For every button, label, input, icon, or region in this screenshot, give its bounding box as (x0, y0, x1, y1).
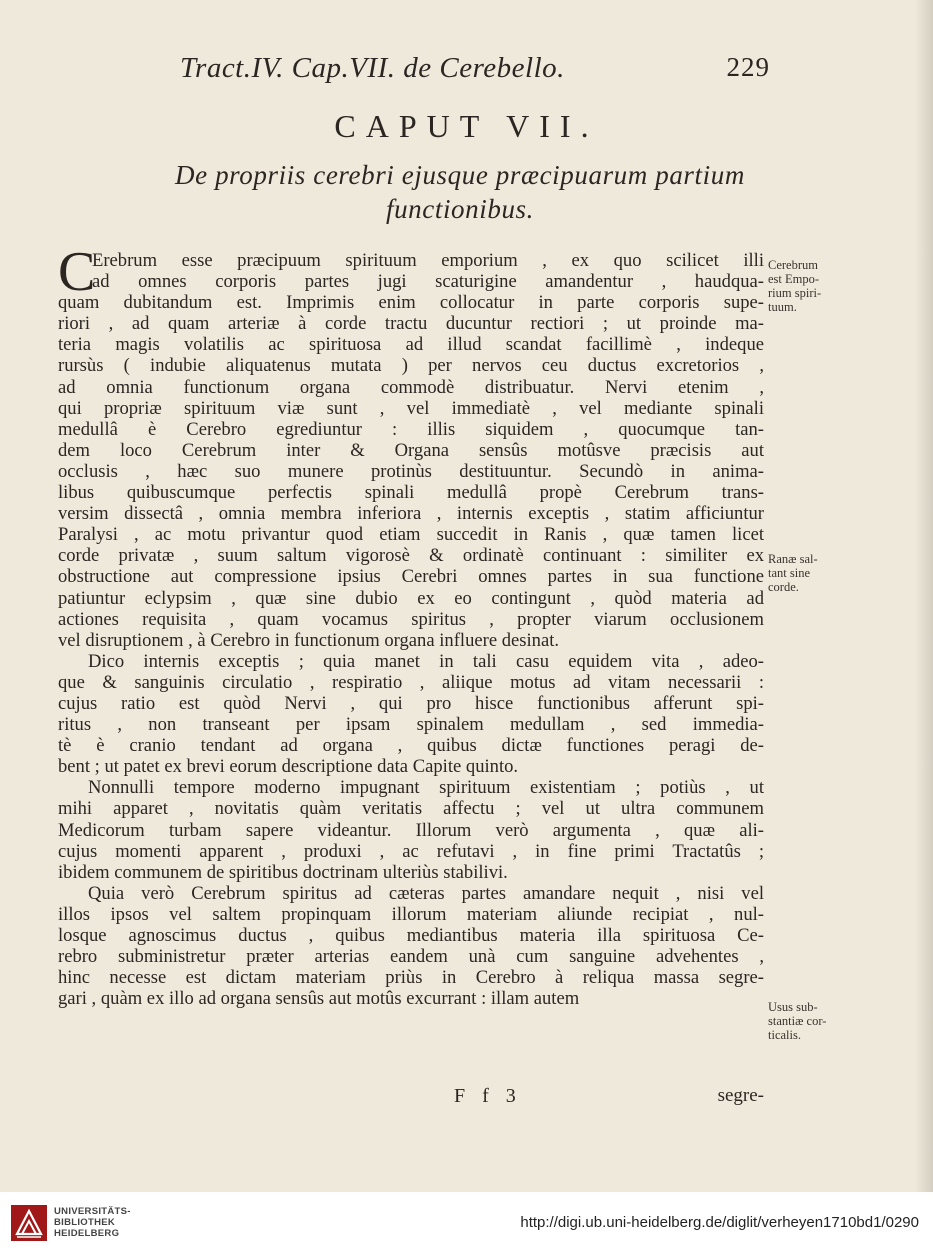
text-line: ad omnes corporis partes jugi scaturigine amandentur , haudqua- (92, 271, 764, 293)
library-name: UNIVERSITÄTS- BIBLIOTHEK HEIDELBERG (54, 1206, 131, 1239)
text-line: qui propriæ spirituum viæ sunt , vel immediatè , vel mediante spinali (58, 397, 764, 419)
text-line: versim dissectâ , omnia membra inferiora , internis exceptis , statim afficiuntur (58, 503, 764, 525)
permalink-url[interactable]: http://digi.ub.uni-heidelberg.de/diglit/verheyen1710bd1/0290 (520, 1214, 919, 1231)
text-line: libus quibuscumque perfectis spinali medullâ propè Cerebrum trans- (58, 482, 764, 504)
text-line: Paralysi , ac motu privantur quod etiam succedit in Ranis , quæ tamen licet (58, 524, 764, 546)
text-line: ritus , non transeant per ipsam spinalem medullam , sed immedia- (58, 714, 764, 736)
text-line: rursùs ( indubie aliquatenus mutata ) per nervos ceu ductus excretorios , (58, 355, 764, 377)
signature-mark: F f 3 (454, 1085, 522, 1107)
marginal-note-ranae: Ranæ sal- tant sine corde. (768, 552, 818, 594)
text-line: rebro subministretur præter arterias eandem unà cum sanguine advehentes , (58, 946, 764, 968)
text-line: teria magis volatilis ac spirituosa ad illud scandat facillimè , indeque (58, 334, 764, 356)
running-title: Tract.IV. Cap.VII. de Cerebello. (180, 52, 565, 84)
text-line: que & sanguinis circulatio , respiratio , aliique motus ad vitam necessarii : (58, 671, 764, 693)
text-line: patiuntur eclypsim , quæ sine dubio ex eo contingunt , quòd materia ad (58, 587, 764, 609)
text-line: cujus ratio est quòd Nervi , qui pro hisce functionibus afferunt spi- (58, 692, 764, 714)
text-line: gari , quàm ex illo ad organa sensûs aut motûs excurrant : illam autem (58, 988, 580, 1010)
page-footer (58, 1085, 764, 1109)
text-line: Medicorum turbam sapere videantur. Illorum verò argumenta , quæ ali- (58, 819, 764, 841)
text-line: Nonnulli tempore moderno impugnant spirituum existentiam ; potiùs , ut (88, 777, 764, 799)
chapter-title: CAPUT VII. (334, 108, 599, 144)
page-header (180, 52, 770, 92)
chapter-subtitle (100, 158, 820, 226)
library-bar (0, 1192, 933, 1259)
text-line: occlusis , hæc suo munere protinùs destituuntur. Secundò in anima- (58, 460, 764, 482)
text-line: vel disruptionem , à Cerebro in functionum organa influere desinat. (58, 629, 560, 651)
text-line: Dico internis exceptis ; quia manet in tali casu equidem vita , adeo- (88, 650, 764, 672)
text-line: dem loco Cerebrum inter & Organa sensûs motûsve præcisis aut (58, 439, 764, 461)
marginal-note-usus: Usus sub- stantiæ cor- ticalis. (768, 1000, 827, 1042)
text-line: bent ; ut patet ex brevi eorum descriptione data Capite quinto. (58, 756, 519, 778)
marginal-note-cerebrum: Cerebrum est Empo- rium spiri- tuum. (768, 258, 822, 314)
subtitle-line: De propriis cerebri ejusque præcipuarum partium (175, 160, 745, 190)
text-line: riori , ad quam arteriæ à corde tractu ducuntur rectiori ; ut proinde ma- (58, 313, 764, 335)
text-line: mihi apparet , novitatis quàm veritatis affectu ; vel ut ultra communem (58, 798, 764, 820)
text-line: quam dubitandum est. Imprimis enim collocatur in parte corporis supe- (58, 292, 764, 314)
text-line: actiones requisita , quam vocamus spiritus , propter viarum occlusionem (58, 608, 764, 630)
text-line: ad omnia functionum organa commodè distribuatur. Nervi etenim , (58, 376, 764, 398)
catchword: segre- (717, 1085, 764, 1106)
text-line: medullâ è Cerebro egrediuntur : illis siquidem , quocumque tan- (58, 418, 764, 440)
text-line: tè è cranio tendant ad organa , quibus dictæ functiones peragi de- (58, 735, 764, 757)
university-library-logo-icon (10, 1204, 48, 1242)
text-line: Quia verò Cerebrum spiritus ad cæteras partes amandare nequit , nisi vel (88, 882, 764, 904)
page-number: 229 (726, 52, 770, 82)
body-text (58, 241, 764, 1010)
text-line: corde privatæ , suum saltum vigorosè & ordinatè continuant : similiter ex (58, 545, 764, 567)
text-line: obstructione aut compressione ipsius Cerebri omnes partes in sua functione (58, 566, 764, 588)
text-line: ibidem communem de spiritibus doctrinam ulteriùs stabilivi. (58, 861, 508, 883)
text-line: Erebrum esse præcipuum spirituum emporium , ex quo scilicet illi (92, 250, 764, 271)
text-line: hinc necesse est dictam materiam priùs in Cerebro à reliqua massa segre- (58, 967, 764, 989)
text-line: illos ipsos vel saltem propinquam illorum materiam aliunde recipiat , nul- (58, 903, 764, 925)
drop-cap: C (58, 241, 96, 303)
subtitle-line: functionibus. (385, 194, 535, 224)
text-line: cujus momenti apparent , produxi , ac refutavi , in fine primi Tractatûs ; (58, 840, 764, 862)
text-line: losque agnoscimus ductus , quibus mediantibus materia illa spirituosa Ce- (58, 925, 764, 946)
